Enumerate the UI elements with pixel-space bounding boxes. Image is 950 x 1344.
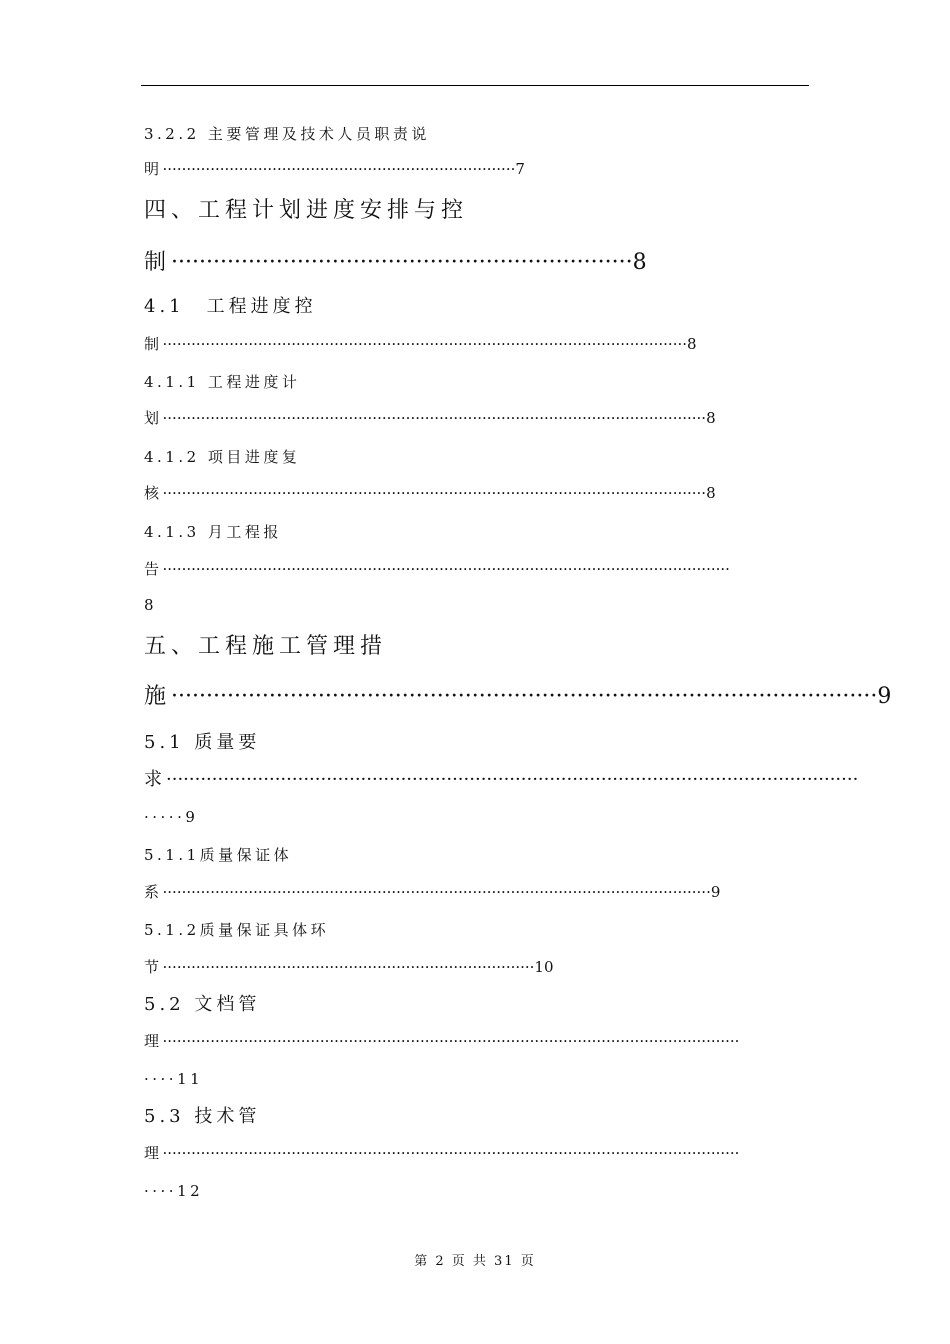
toc-page-number: ····12: [144, 1182, 204, 1200]
toc-entry-continuation: 制··············································································································8: [144, 335, 697, 353]
toc-entry-title: 5.2 文档管: [144, 994, 261, 1015]
toc-entry-title: 5.1 质量要: [144, 732, 261, 753]
toc-entry-continuation: 划··················································································································8: [144, 409, 716, 427]
toc-entry-title: 4.1.3 月工程报: [144, 523, 282, 541]
toc-entry-title: 3.2.2 主要管理及技术人员职责说: [144, 125, 430, 143]
header-rule: [141, 85, 809, 86]
toc-entry-title: 4.1 工程进度控: [144, 296, 317, 317]
toc-entry-continuation: 节··············································································10: [144, 958, 554, 976]
toc-entry-continuation: 核··················································································································8: [144, 484, 716, 502]
toc-entry-title: 4.1.2 项目进度复: [144, 448, 301, 466]
page-footer: 第 2 页 共 31 页: [414, 1254, 536, 1269]
toc-page-number: ·····9: [144, 808, 199, 826]
toc-entry-title: 4.1.1 工程进度计: [144, 373, 301, 391]
toc-entry-continuation: 制··································································8: [144, 250, 647, 275]
toc-entry-title: 5.1.2质量保证具体环: [144, 921, 330, 939]
toc-entry-continuation: 理·························································································································: [144, 1144, 740, 1162]
toc-entry-continuation: 系···················································································································9: [144, 883, 721, 901]
toc-entry-title: 5.1.1质量保证体: [144, 846, 293, 864]
toc-entry-continuation: 求·························································································································: [144, 769, 859, 790]
toc-entry-continuation: 理·························································································································: [144, 1032, 740, 1050]
toc-entry-title: 五、工程施工管理措: [144, 634, 388, 659]
toc-entry-continuation: 告·······················································································································: [144, 560, 730, 578]
toc-entry-continuation: 明··········································································7: [144, 160, 525, 178]
toc-page-number: 8: [144, 596, 158, 614]
toc-entry-title: 5.3 技术管: [144, 1106, 261, 1127]
toc-entry-continuation: 施·····································································································9: [144, 684, 892, 709]
toc-entry-title: 四、工程计划进度安排与控: [144, 198, 469, 223]
toc-page-number: ····11: [144, 1070, 204, 1088]
